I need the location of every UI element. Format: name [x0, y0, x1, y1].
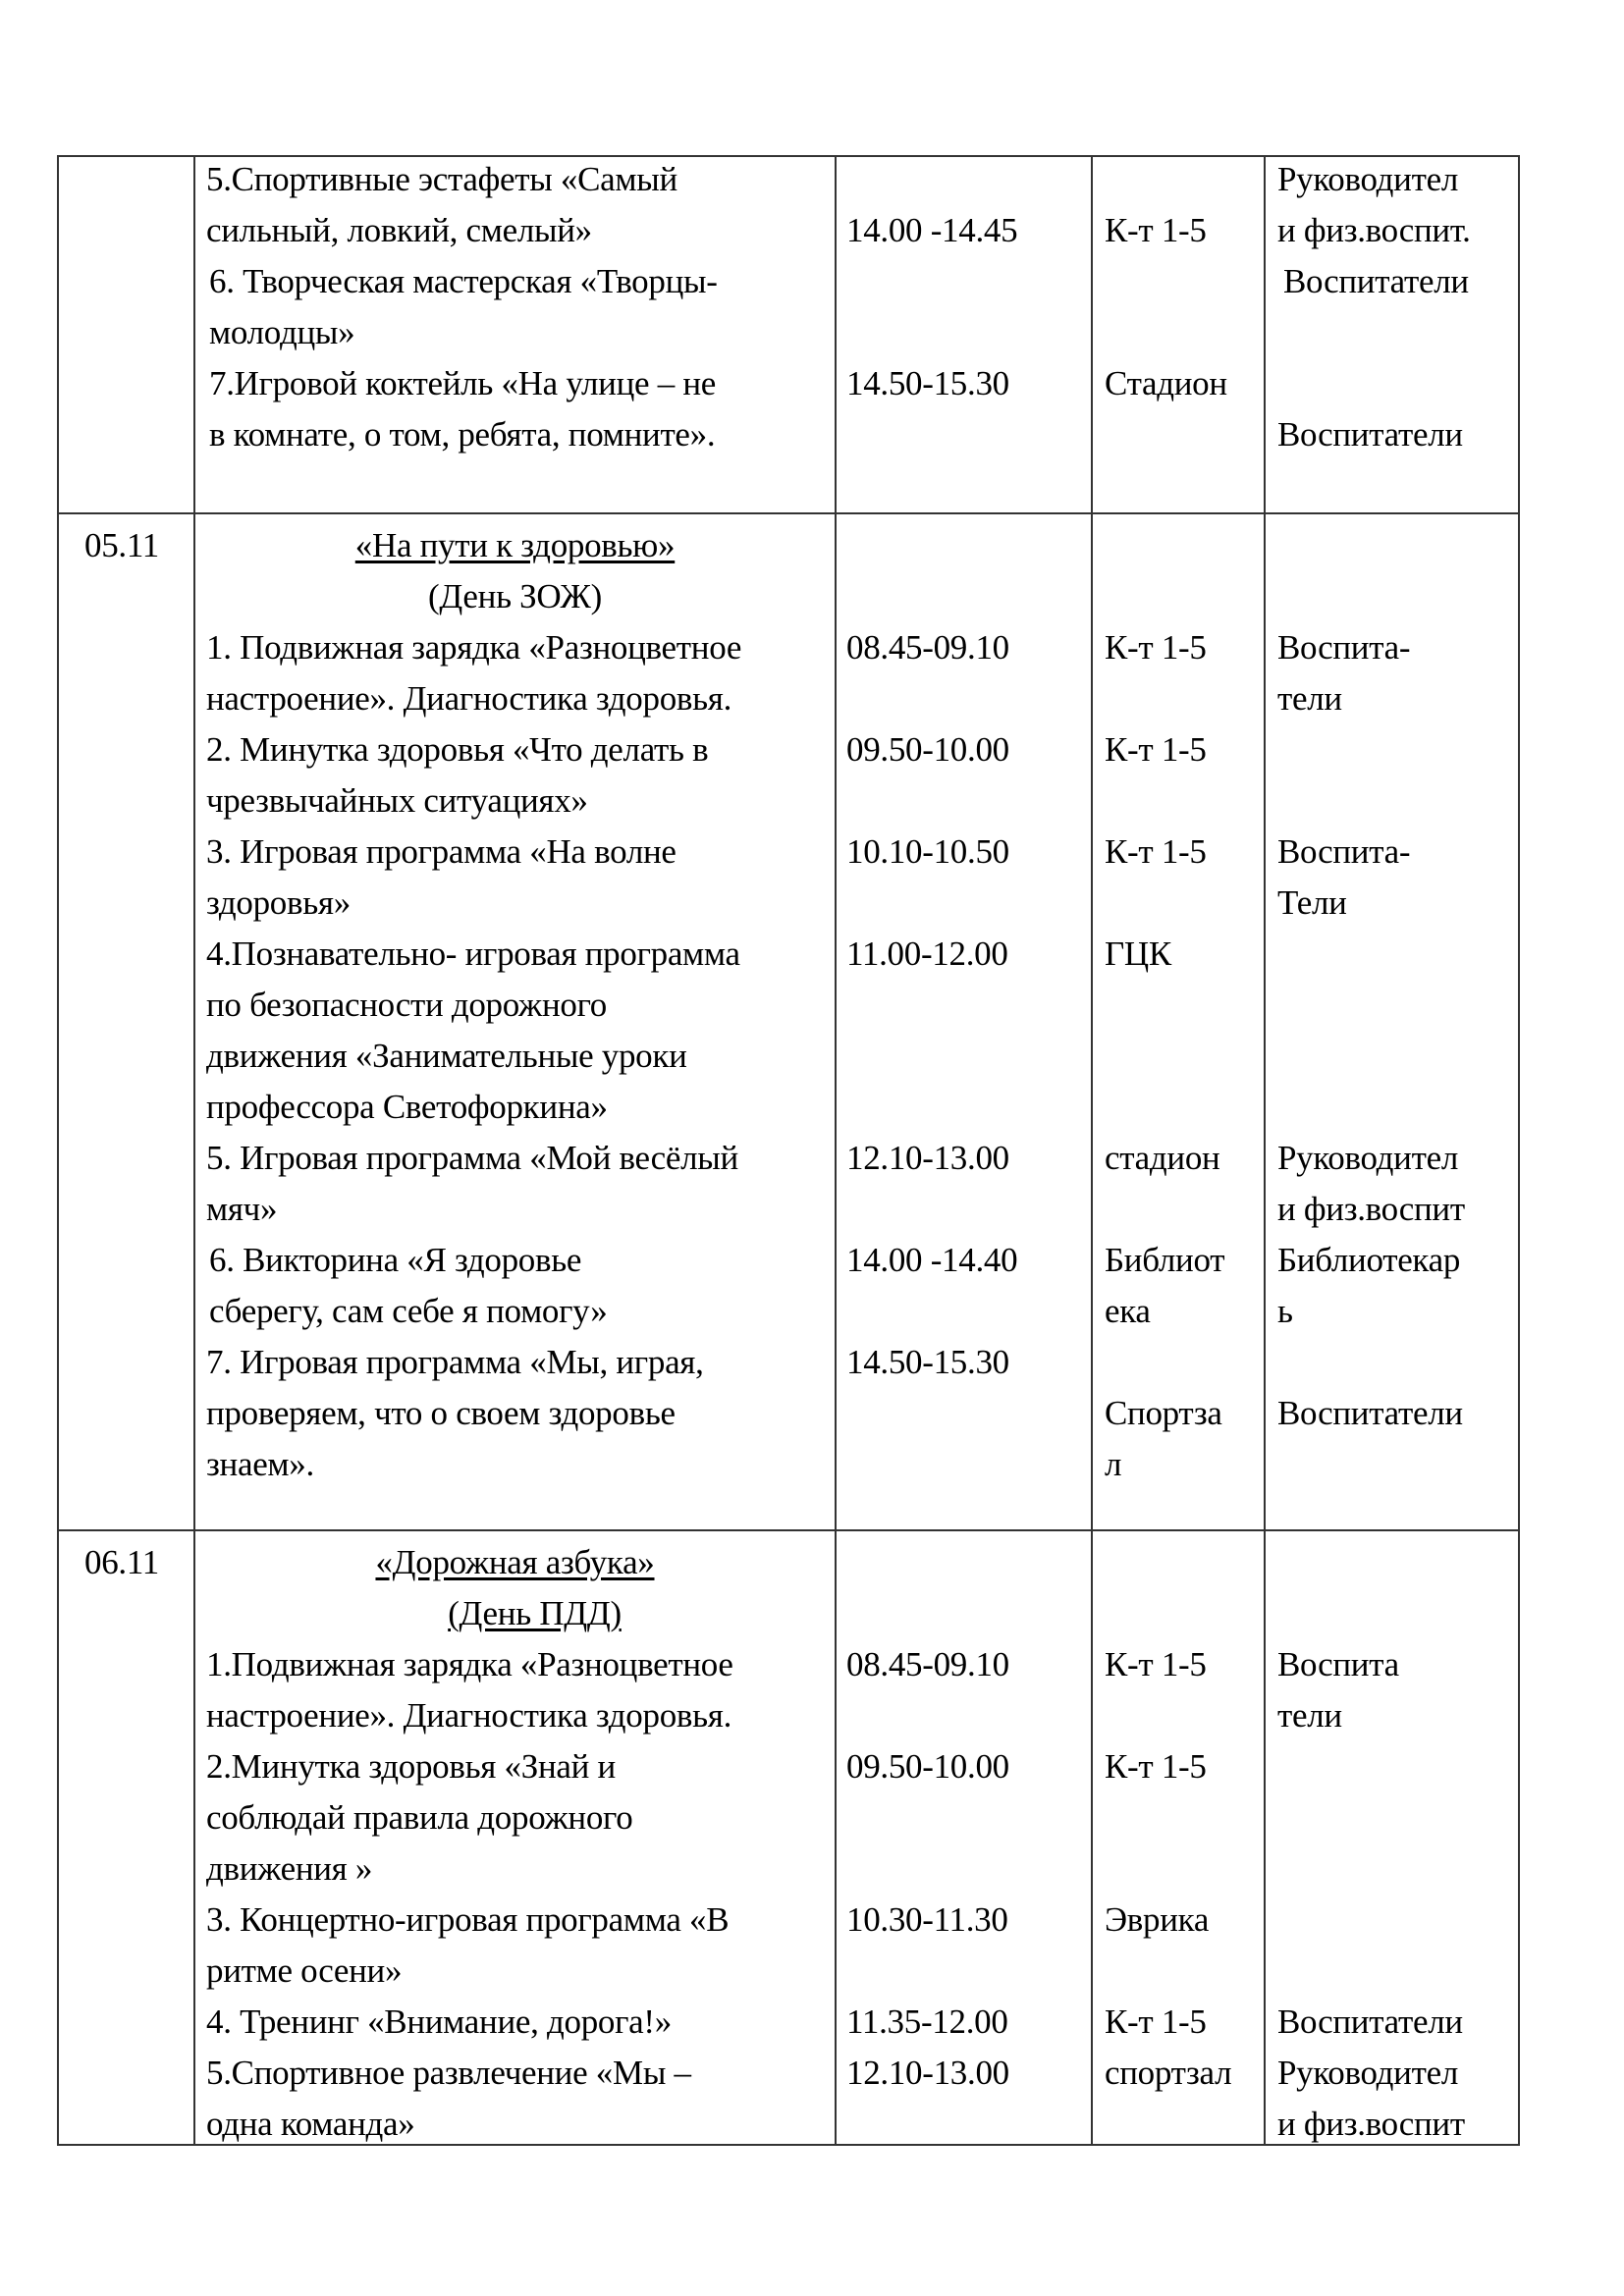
day-subtitle: (День ПДД) [448, 1594, 622, 1632]
date-cell [59, 157, 195, 512]
activity-line: 4. Тренинг «Внимание, дорога!» [206, 2002, 672, 2041]
responsible-line: тели [1277, 679, 1342, 718]
schedule-table [57, 155, 1520, 2146]
activity-line: движения » [206, 1849, 373, 1888]
place-value: Спортза [1105, 1394, 1222, 1432]
activity-line: 4.Познавательно- игровая программа [206, 934, 740, 973]
place-cell [1093, 1531, 1266, 2144]
responsible-line: Воспитатели [1277, 1394, 1463, 1432]
activity-line: 2. Минутка здоровья «Что делать в [206, 730, 709, 769]
time-cell [837, 157, 1093, 512]
activity-cell [195, 514, 837, 1529]
time-value: 11.35-12.00 [846, 2002, 1008, 2041]
date-value: 05.11 [84, 526, 159, 564]
responsible-cell [1266, 157, 1518, 512]
place-value: ГЦК [1105, 934, 1171, 973]
place-value: ека [1105, 1292, 1151, 1330]
activity-line: 3. Концертно-игровая программа «В [206, 1900, 730, 1939]
responsible-cell [1266, 514, 1518, 1529]
place-value: спортзал [1105, 2054, 1232, 2092]
activity-line: 6. Викторина «Я здоровье [209, 1241, 582, 1279]
responsible-line: Воспита [1277, 1645, 1399, 1683]
activity-line: мяч» [206, 1190, 278, 1228]
activity-line: здоровья» [206, 883, 351, 922]
activity-line: 1. Подвижная зарядка «Разноцветное [206, 628, 742, 667]
activity-line: сберегу, сам себе я помогу» [209, 1292, 608, 1330]
place-value: Эврика [1105, 1900, 1210, 1939]
activity-line: движения «Занимательные уроки [206, 1037, 687, 1075]
place-value: К-т 1-5 [1105, 730, 1207, 769]
place-cell [1093, 157, 1266, 512]
day-title: «На пути к здоровью» [354, 526, 676, 564]
responsible-line: Тели [1277, 883, 1347, 922]
activity-line: 7.Игровой коктейль «На улице – не [209, 364, 717, 402]
table-row [57, 1531, 1520, 2146]
place-value: К-т 1-5 [1105, 1747, 1207, 1786]
date-cell [59, 514, 195, 1529]
responsible-line: Воспита- [1277, 628, 1411, 667]
place-value: К-т 1-5 [1105, 2002, 1207, 2041]
activity-line: профессора Светофоркина» [206, 1088, 608, 1126]
place-value: К-т 1-5 [1105, 1645, 1207, 1683]
activity-line: настроение». Диагностика здоровья. [206, 679, 732, 718]
activity-cell [195, 1531, 837, 2144]
date-cell [59, 1531, 195, 2144]
time-value: 09.50-10.00 [846, 1747, 1009, 1786]
activity-line: ритме осени» [206, 1951, 403, 1990]
place-value: л [1105, 1445, 1122, 1483]
activity-line: 5. Игровая программа «Мой весёлый [206, 1139, 738, 1177]
time-value: 14.50-15.30 [846, 1343, 1009, 1381]
table-row [57, 514, 1520, 1531]
place-value: К-т 1-5 [1105, 628, 1207, 667]
date-value: 06.11 [84, 1543, 159, 1581]
time-value: 12.10-13.00 [846, 1139, 1009, 1177]
table-row [57, 155, 1520, 514]
time-value: 08.45-09.10 [846, 628, 1009, 667]
activity-line: в комнате, о том, ребята, помните». [209, 415, 716, 454]
time-value: 14.50-15.30 [846, 364, 1009, 402]
activity-line: настроение». Диагностика здоровья. [206, 1696, 732, 1735]
activity-line: 5.Спортивное развлечение «Мы – [206, 2054, 691, 2092]
activity-line: чрезвычайных ситуациях» [206, 781, 588, 820]
responsible-cell [1266, 1531, 1518, 2144]
day-title: «Дорожная азбука» [375, 1543, 655, 1581]
responsible-line: и физ.воспит. [1277, 211, 1471, 249]
activity-line: 1.Подвижная зарядка «Разноцветное [206, 1645, 733, 1683]
activity-line: знаем». [206, 1445, 314, 1483]
responsible-line: и физ.воспит [1277, 1190, 1465, 1228]
time-value: 11.00-12.00 [846, 934, 1008, 973]
responsible-line: Воспитатели [1277, 415, 1463, 454]
day-subtitle: (День ЗОЖ) [428, 577, 602, 615]
place-cell [1093, 514, 1266, 1529]
time-value: 10.10-10.50 [846, 832, 1009, 871]
activity-cell [195, 157, 837, 512]
place-value: Библиот [1105, 1241, 1225, 1279]
time-value: 12.10-13.00 [846, 2054, 1009, 2092]
responsible-line: Воспитатели [1277, 2002, 1463, 2041]
place-value: стадион [1105, 1139, 1220, 1177]
responsible-line: Руководител [1277, 2054, 1459, 2092]
activity-line: молодцы» [209, 313, 355, 351]
time-value: 14.00 -14.45 [846, 211, 1018, 249]
activity-line: 7. Игровая программа «Мы, играя, [206, 1343, 704, 1381]
responsible-line: ь [1277, 1292, 1293, 1330]
place-value: К-т 1-5 [1105, 832, 1207, 871]
activity-line: соблюдай правила дорожного [206, 1798, 633, 1837]
activity-line: 3. Игровая программа «На волне [206, 832, 677, 871]
responsible-line: тели [1277, 1696, 1342, 1735]
time-value: 09.50-10.00 [846, 730, 1009, 769]
responsible-line: Воспитатели [1283, 262, 1469, 300]
activity-line: 6. Творческая мастерская «Творцы- [209, 262, 718, 300]
time-cell [837, 514, 1093, 1529]
activity-line: 5.Спортивные эстафеты «Самый [206, 160, 677, 198]
place-value: Стадион [1105, 364, 1227, 402]
time-value: 08.45-09.10 [846, 1645, 1009, 1683]
place-value: К-т 1-5 [1105, 211, 1207, 249]
activity-line: проверяем, что о своем здоровье [206, 1394, 676, 1432]
time-value: 14.00 -14.40 [846, 1241, 1018, 1279]
responsible-line: Руководител [1277, 160, 1459, 198]
responsible-line: Библиотекар [1277, 1241, 1461, 1279]
responsible-line: и физ.воспит [1277, 2105, 1465, 2143]
responsible-line: Воспита- [1277, 832, 1411, 871]
activity-line: 2.Минутка здоровья «Знай и [206, 1747, 616, 1786]
activity-line: по безопасности дорожного [206, 986, 607, 1024]
time-value: 10.30-11.30 [846, 1900, 1008, 1939]
time-cell [837, 1531, 1093, 2144]
responsible-line: Руководител [1277, 1139, 1459, 1177]
activity-line: сильный, ловкий, смелый» [206, 211, 592, 249]
activity-line: одна команда» [206, 2105, 415, 2143]
